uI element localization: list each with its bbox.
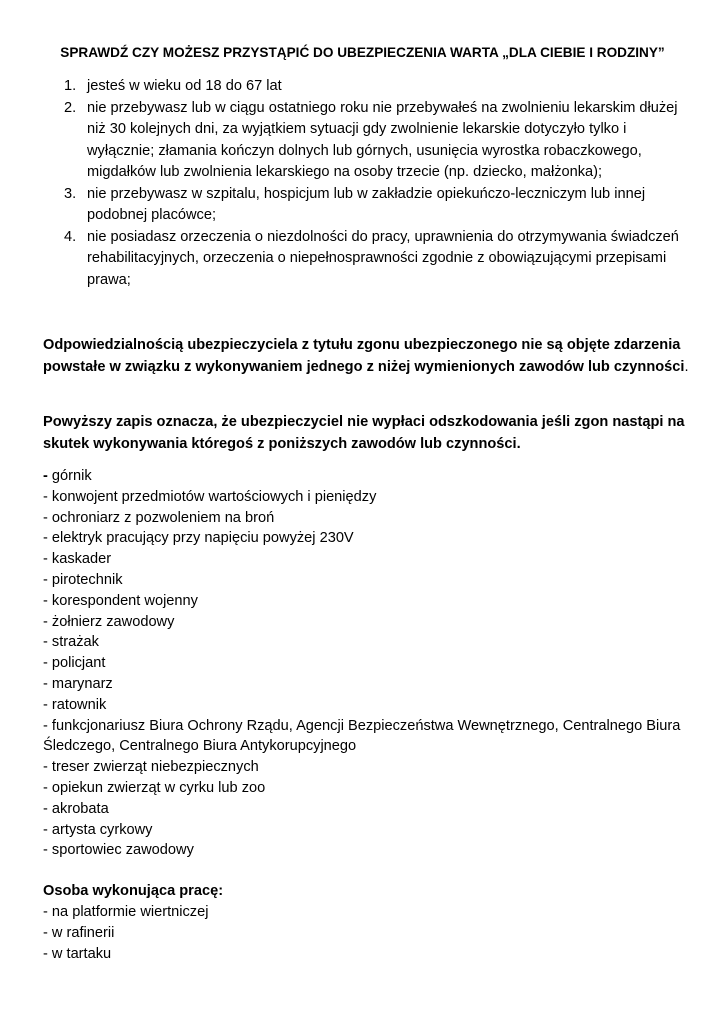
occupation-item: - strażak	[43, 634, 99, 651]
requirement-text: jesteś w wieku od 18 do 67 lat	[87, 78, 282, 94]
occupation-item: - sportowiec zawodowy	[43, 842, 194, 859]
requirement-item	[64, 76, 684, 98]
requirement-text: nie przebywasz lub w ciągu ostatniego roku nie przebywałeś na zwolnieniu lekarskim dłużej niż 30 kolejnych dni, za wyjątkiem sytuacji gdy zwolnienie lekarskie dotyczyło tylko i wyłącznie; złamania kończyn dolnych lub górnych, usunięcia wyrostka robaczkowego, migdałków lub zwolnienia lekarskiego na osoby trzecie (np. dziecko, małżonka);	[87, 99, 678, 180]
occupation-item: - treser zwierząt niebezpiecznych	[43, 759, 259, 776]
occupation-item: - policjant	[43, 655, 106, 672]
occupation-item: - funkcjonariusz Biura Ochrony Rządu, Agencji Bezpieczeństwa Wewnętrznego, Centralnego Biura Śledczego, Centralnego Biura Antykorupcyjnego	[43, 717, 681, 755]
occupation-item: - artysta cyrkowy	[43, 821, 153, 838]
workplaces-heading: Osoba wykonująca pracę:	[43, 883, 224, 899]
exclusion-statement-text: Odpowiedzialnością ubezpieczyciela z tytułu zgonu ubezpieczonego nie są objęte zdarzenia powstałe w związku z wykonywaniem jednego z niżej wymienionych zawodów lub czynności	[43, 337, 685, 375]
occupation-item: - marynarz	[43, 675, 113, 692]
excluded-workplaces-list	[43, 902, 208, 964]
occupation-text: górnik	[47, 468, 92, 484]
explanation-paragraph: Powyższy zapis oznacza, że ubezpieczyciel nie wypłaci odszkodowania jeśli zgon nastąpi na skutek wykonywania któregoś z poniższych zawodów lub czynności.	[43, 414, 685, 452]
occupation-dash: -	[43, 468, 48, 484]
exclusion-statement	[43, 334, 693, 378]
requirement-number: 1.	[64, 78, 77, 94]
workplace-item: - w rafinerii	[43, 924, 115, 941]
requirement-item	[64, 227, 684, 292]
occupation-item: - ochroniarz z pozwoleniem na broń	[43, 509, 275, 526]
excluded-occupations-list	[43, 466, 693, 861]
requirement-number: 2.	[64, 99, 77, 116]
occupation-item: - pirotechnik	[43, 571, 123, 588]
workplace-item: - w tartaku	[43, 945, 112, 962]
exclusion-statement-period: .	[684, 359, 689, 375]
requirement-item	[64, 184, 684, 227]
occupation-item: - elektryk pracujący przy napięciu powyżej 230V	[43, 530, 354, 547]
requirements-list	[64, 76, 684, 291]
occupation-item: - akrobata	[43, 800, 109, 817]
occupation-item: - żołnierz zawodowy	[43, 613, 175, 630]
workplace-item: - na platformie wiertniczej	[43, 904, 209, 920]
occupation-item: - opiekun zwierząt w cyrku lub zoo	[43, 779, 266, 796]
requirement-item	[64, 98, 684, 184]
occupation-item: - kaskader	[43, 551, 112, 568]
requirement-text: nie posiadasz orzeczenia o niezdolności do pracy, uprawnienia do otrzymywania świadczeń rehabilitacyjnych, orzeczenia o niepełnosprawności zgodnie z obowiązującymi przepisami prawa;	[87, 228, 679, 288]
requirement-number: 3.	[64, 185, 77, 202]
requirement-text: nie przebywasz w szpitalu, hospicjum lub w zakładzie opiekuńczo-leczniczym lub innej podobnej placówce;	[87, 185, 646, 223]
occupation-item	[43, 466, 693, 487]
occupation-item: - ratownik	[43, 696, 107, 713]
occupation-item: - korespondent wojenny	[43, 592, 198, 609]
occupation-item: - konwojent przedmiotów wartościowych i pieniędzy	[43, 488, 377, 505]
requirement-number: 4.	[64, 228, 77, 245]
document-title: SPRAWDŹ CZY MOŻESZ PRZYSTĄPIĆ DO UBEZPIECZENIA WARTA „DLA CIEBIE I RODZINY”	[60, 45, 665, 60]
